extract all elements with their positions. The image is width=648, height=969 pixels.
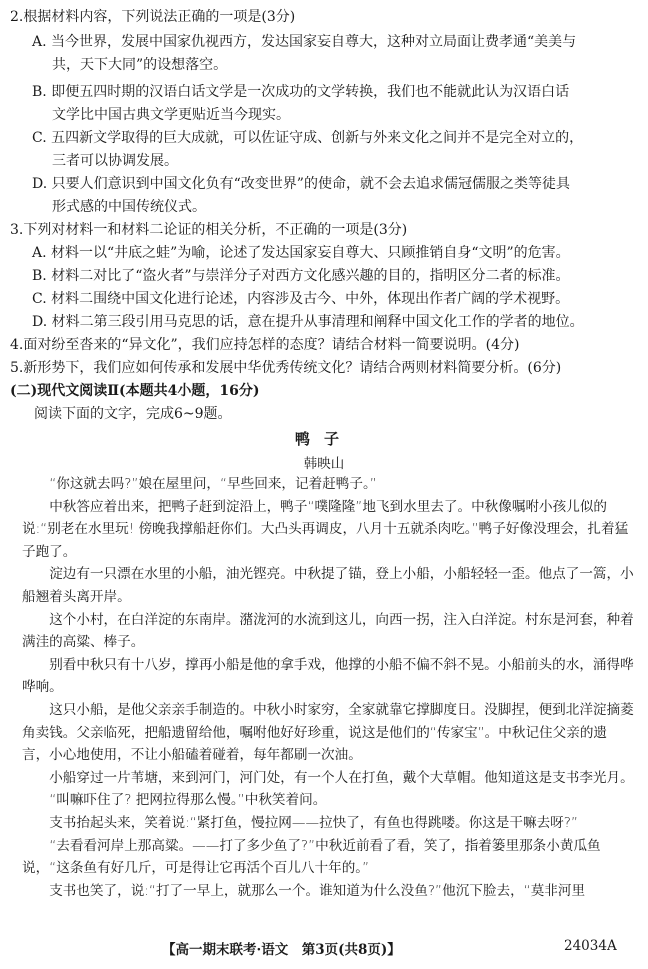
q2-option-a-line2: 共，天下大同”的设想落空。	[52, 57, 228, 73]
q3-option-a: A. 材料一以“井底之蛙”为喻，论述了发达国家妄自尊大、只顾推销自身“文明”的危害。	[32, 245, 570, 261]
story-paragraph: “你这就去吗?”娘在屋里问，“早些回来，记着赶鸭子。”	[49, 476, 377, 492]
story-paragraph: 小船穿过一片苇塘，来到河门，河门处，有一个人在打鱼，戴个大草帽。他知道这是支书李光月。	[49, 769, 634, 786]
story-paragraph: 别看中秋只有十八岁，撑再小船是他的拿手戏，他撑的小船不偏不斜不晃。小船前头的水，涌得哗哗响。	[22, 656, 634, 696]
q2-option-c-line2: 三者可以协调发展。	[52, 153, 178, 169]
reading-instruction: 阅读下面的文字，完成6~9题。	[34, 406, 232, 422]
q2-option-b	[32, 81, 569, 127]
section-heading: (二)现代文阅读Ⅱ(本题共4小题，16分)	[10, 383, 260, 399]
story-paragraph: 这只小船，是他父亲亲手制造的。中秋小时家穷，全家就靠它撑脚度日。没脚捏，便到北洋淀摘菱角卖钱。父亲临死，把船遗留给他，嘱咐他好好珍重，说这是他们的“传家宝”。中秋记住父亲的遗言，小心地使用，不让小船磕着碰着，每年都刷一次油。	[22, 701, 634, 764]
q3-option-c: C. 材料二围绕中国文化进行论述，内容涉及古今、中外，体现出作者广阔的学术视野。	[32, 291, 570, 307]
story-paragraph: 这个小村，在白洋淀的东南岸。潴泷河的水流到这儿，向西一拐，注入白洋淀。村东是河套，种着满洼的高粱、棒子。	[22, 611, 634, 651]
q2-option-c-line1: C. 五四新文学取得的巨大成就，可以佐证守成、创新与外来文化之间并不是完全对立的，	[32, 130, 584, 146]
q2-option-d-line1: D. 只要人们意识到中国文化负有“改变世界”的使命，就不会去追求儒冠儒服之类等徒具	[32, 176, 570, 192]
q2-option-a-line1: A. 当今世界，发展中国家仇视西方，发达国家妄自尊大，这种对立局面让费孝通“美美与	[32, 34, 577, 50]
question-5: 5.新形势下，我们应如何传承和发展中华优秀传统文化？请结合两则材料简要分析。(6分)	[10, 360, 562, 376]
q2-option-a	[32, 31, 576, 77]
story-title: 鸭子	[294, 430, 353, 448]
q2-option-c	[32, 127, 583, 173]
q2-option-b-line1: B. 即便五四时期的汉语白话文学是一次成功的文学转换，我们也不能就此认为汉语白话	[32, 84, 570, 100]
story-paragraph: “去看看河岸上那高粱。——打了多少鱼了?”中秋近前看了看，笑了，指着篓里那条小黄瓜鱼说，“这条鱼有好几斤，可是得让它再活个百儿八十年的。”	[22, 837, 601, 877]
story-author: 韩映山	[303, 456, 345, 472]
q2-option-d-line2: 形式感的中国传统仪式。	[52, 199, 206, 215]
question-4: 4.面对纷至沓来的“异文化”，我们应持怎样的态度？请结合材料一简要说明。(4分)	[10, 337, 520, 353]
q3-option-b: B. 材料二对比了“盗火者”与崇洋分子对西方文化感兴趣的目的，指明区分二者的标准。	[32, 268, 570, 284]
question-3-stem: 3.下列对材料一和材料二论证的相关分析，不正确的一项是(3分)	[10, 222, 408, 238]
question-2-stem: 2.根据材料内容，下列说法正确的一项是(3分)	[10, 9, 296, 25]
story-paragraph: 淀边有一只漂在水里的小船，油光铿亮。中秋提了锚，登上小船，小船轻轻一歪。他点了一篙，小船翘着头离开岸。	[22, 566, 634, 605]
story-paragraph: “叫嘛吓住了? 把网拉得那么慢。”中秋笑着问。	[49, 792, 327, 809]
q3-option-d: D. 材料二第三段引用马克思的话，意在提升从事清理和阐释中国文化工作的学者的地位。	[32, 314, 584, 330]
story-paragraph: 支书抬起头来，笑着说:“紧打鱼，慢拉网——拉快了，有鱼也得跳喽。你这是干嘛去呀?”	[49, 814, 579, 831]
footer-page-info: 【高一期末联考·语文 第3页(共8页)】	[162, 942, 401, 958]
story-paragraph: 中秋答应着出来，把鸭子赶到淀沿上，鸭子“噗隆隆”地飞到水里去了。中秋像嘱咐小孩儿似的说:“别老在水里玩! 傍晚我撑船赶你们。大凸头再调皮，八月十五就杀肉吃。”鸭子好像没理会，扎着猛子跑了。	[22, 498, 629, 560]
story-body	[22, 473, 634, 902]
q2-option-d	[32, 173, 570, 219]
footer-exam-code: 24034A	[564, 938, 617, 954]
story-paragraph: 支书也笑了，说:“打了一早上，就那么一个。谁知道为什么没鱼?”他沉下脸去，“莫非河里	[49, 882, 586, 899]
q2-option-b-line2: 文学比中国古典文学更贴近当今现实。	[52, 107, 290, 123]
